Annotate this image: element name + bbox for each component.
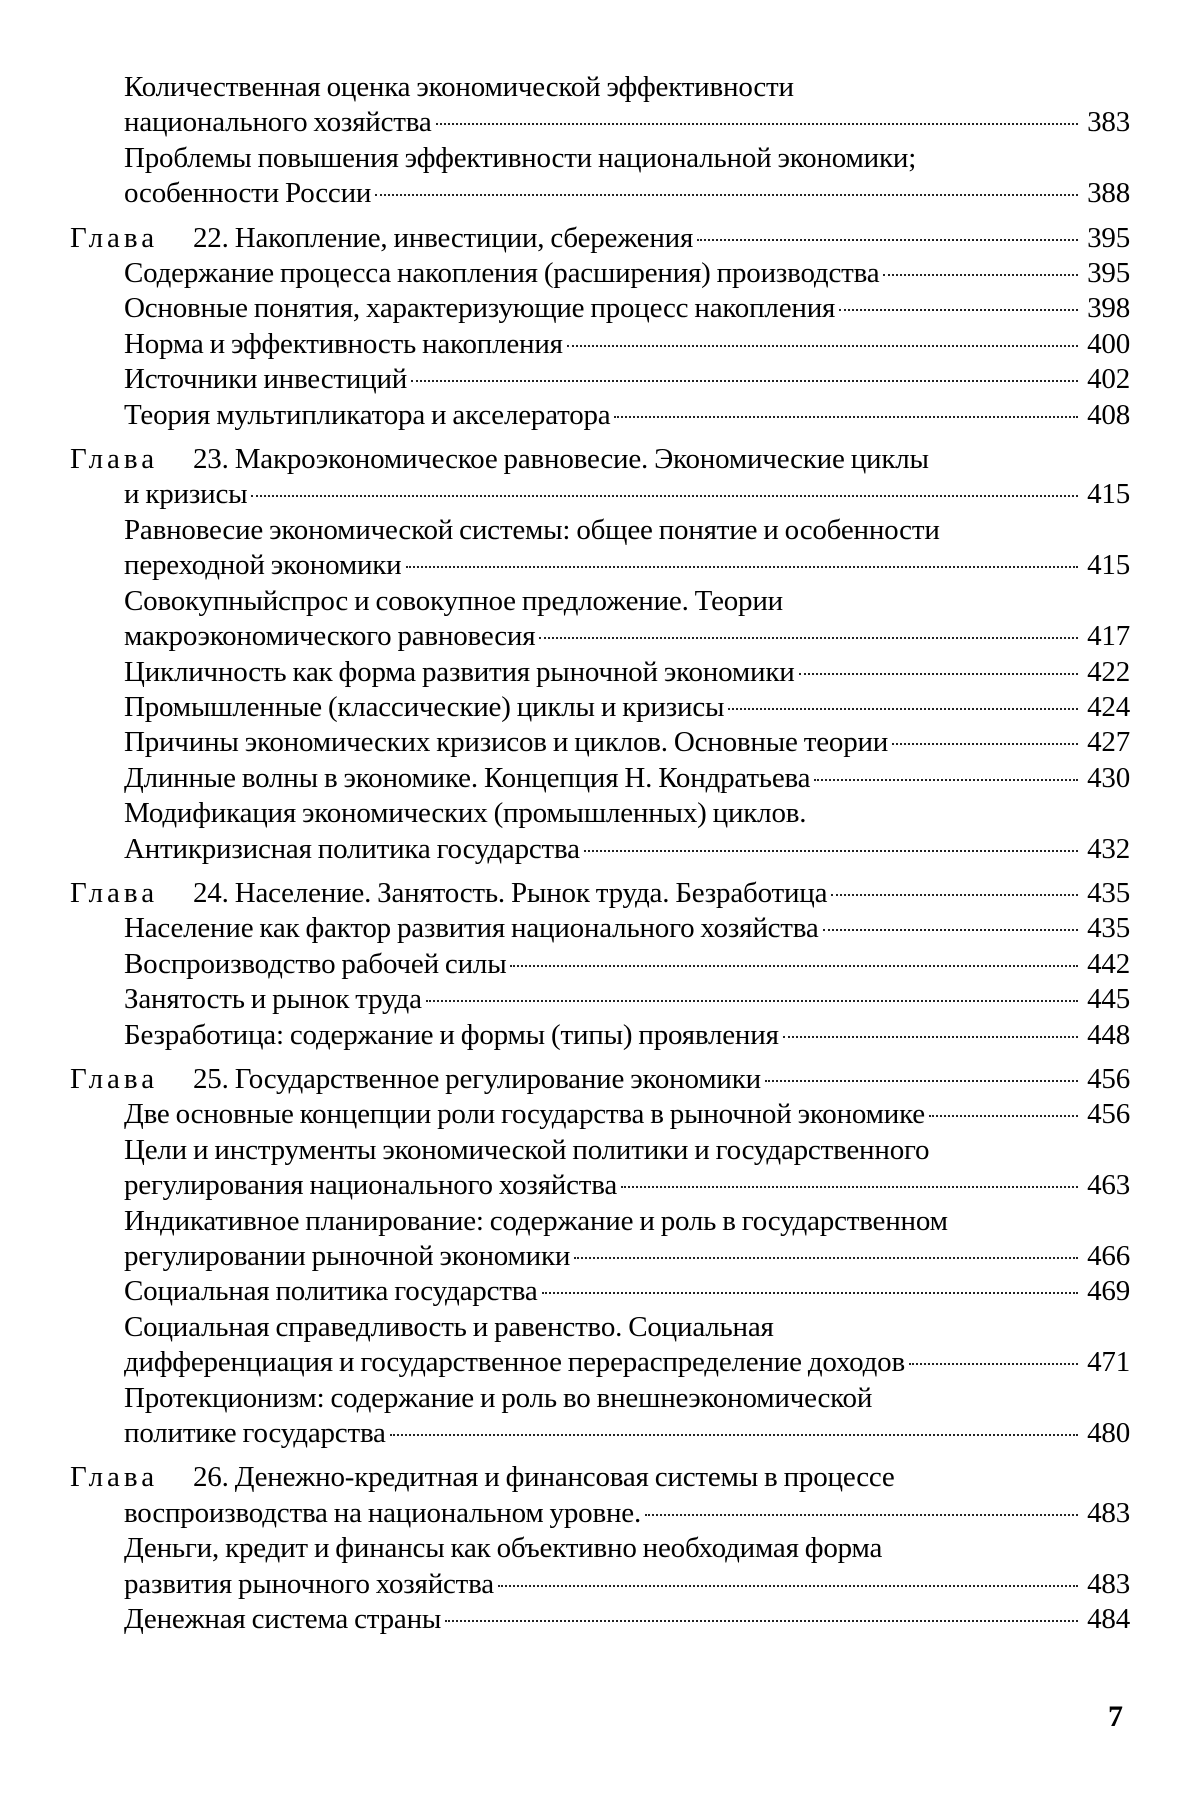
toc-section (70, 1274, 1130, 1309)
dot-leader (783, 1036, 1078, 1038)
page-ref: 435 (1087, 912, 1130, 945)
toc-section (70, 1018, 1130, 1053)
chapter-title: 26. Денежно-кредитная и финансовая системы в процессе (193, 1461, 895, 1494)
section-title: Основные понятия, характеризующие процесс накопления (124, 292, 836, 325)
section-title: регулировании рыночной экономики (124, 1240, 571, 1272)
page-ref: 483 (1087, 1567, 1130, 1600)
page-ref: 400 (1087, 327, 1130, 360)
dot-leader (831, 894, 1078, 896)
table-of-contents (70, 70, 1130, 1637)
dot-leader (406, 566, 1079, 568)
dot-leader (542, 1292, 1079, 1294)
dot-leader (411, 380, 1078, 382)
page-ref: 483 (1087, 1496, 1130, 1529)
section-title: Деньги, кредит и финансы как объективно необходимая форма (124, 1532, 883, 1565)
dot-leader (839, 309, 1078, 311)
section-title: Содержание процесса накопления (расширения) производства (124, 257, 880, 290)
chapter-prefix: Глава (70, 876, 159, 909)
section-title: Цели и инструменты экономической политики и государственного (124, 1133, 930, 1166)
section-title: Длинные волны в экономике. Концепция Н. Кондратьева (124, 761, 811, 794)
dot-leader (251, 495, 1078, 497)
dot-leader (567, 345, 1078, 347)
toc-section (70, 947, 1130, 982)
toc-section (70, 1097, 1130, 1132)
toc-section-continued (70, 1239, 1130, 1274)
dot-leader (814, 779, 1078, 781)
page-ref: 445 (1087, 983, 1130, 1016)
section-title: Денежная система страны (124, 1603, 442, 1636)
page-ref: 456 (1087, 1062, 1130, 1095)
page-ref: 448 (1087, 1018, 1130, 1051)
page-ref: 435 (1087, 876, 1130, 909)
chapter-title: 23. Макроэкономическое равновесие. Экономические циклы (193, 443, 929, 476)
dot-leader (621, 1186, 1078, 1188)
toc-section (70, 362, 1130, 397)
chapter-title: 25. Государственное регулирование экономики (193, 1062, 761, 1095)
toc-section-continued (70, 1416, 1130, 1451)
section-title: развития рыночного хозяйства (124, 1567, 494, 1600)
page-ref: 480 (1087, 1417, 1130, 1450)
toc-section (70, 584, 1130, 619)
toc-section (70, 911, 1130, 946)
page-ref: 422 (1087, 655, 1130, 688)
toc-section-continued (70, 1168, 1130, 1203)
page-ref: 415 (1087, 549, 1130, 582)
section-title: переходной экономики (124, 549, 402, 582)
section-title: Социальная справедливость и равенство. Социальная (124, 1310, 774, 1343)
page-ref: 471 (1087, 1346, 1130, 1379)
section-title: Норма и эффективность накопления (124, 327, 563, 360)
dot-leader (445, 1620, 1078, 1622)
page-ref: 466 (1087, 1240, 1130, 1272)
page-ref: 402 (1087, 363, 1130, 396)
chapter-prefix: Глава (70, 221, 159, 254)
toc-section (70, 982, 1130, 1017)
toc-section (70, 761, 1130, 796)
page-ref: 463 (1087, 1169, 1130, 1202)
page-ref: 417 (1087, 620, 1130, 653)
section-title: Воспроизводство рабочей силы (124, 947, 507, 980)
dot-leader (436, 123, 1078, 125)
page-ref: 469 (1087, 1275, 1130, 1308)
section-title: Промышленные (классические) циклы и кризисы (124, 690, 725, 723)
toc-section (70, 1310, 1130, 1345)
dot-leader (799, 673, 1078, 675)
section-title: Безработица: содержание и формы (типы) проявления (124, 1018, 779, 1051)
page-ref: 395 (1087, 257, 1130, 290)
page-ref: 383 (1087, 106, 1130, 139)
section-title: Занятость и рынок труда (124, 983, 422, 1016)
dot-leader (929, 1115, 1078, 1117)
toc-section (70, 141, 1130, 176)
dot-leader (539, 637, 1078, 639)
chapter-prefix: Глава (70, 1062, 159, 1095)
dot-leader (765, 1080, 1078, 1082)
page-ref: 408 (1087, 398, 1130, 431)
section-title: Индикативное планирование: содержание и роль в государственном (124, 1204, 948, 1237)
page-number: 7 (1108, 1700, 1123, 1733)
toc-section (70, 291, 1130, 326)
dot-leader (697, 239, 1078, 241)
toc-section-continued (70, 619, 1130, 654)
chapter-prefix: Глава (70, 1461, 159, 1494)
toc-section (70, 725, 1130, 760)
toc-section (70, 796, 1130, 831)
toc-section (70, 1602, 1130, 1637)
section-title: Количественная оценка экономической эффективности (124, 71, 794, 103)
section-title: политике государства (124, 1417, 386, 1450)
section-title: дифференциация и государственное перераспределение доходов (124, 1346, 905, 1379)
section-title: особенности России (124, 177, 372, 210)
page-ref: 442 (1087, 947, 1130, 980)
toc-chapter (70, 1062, 1130, 1097)
section-title: Теория мультипликатора и акселератора (124, 398, 611, 431)
section-title: Источники инвестиций (124, 363, 408, 396)
toc-chapter-continued (70, 1496, 1130, 1531)
section-title: Население как фактор развития национального хозяйства (124, 912, 819, 945)
section-title: Антикризисная политика государства (124, 832, 580, 865)
toc-section-continued (70, 832, 1130, 867)
dot-leader (728, 708, 1078, 710)
toc-section (70, 1531, 1130, 1566)
section-title: макроэкономического равновесия (124, 620, 536, 653)
section-title: Совокупныйспрос и совокупное предложение. Теории (124, 584, 783, 617)
toc-section-continued (70, 1567, 1130, 1602)
section-title: Цикличность как форма развития рыночной экономики (124, 655, 795, 688)
page-ref: 427 (1087, 726, 1130, 759)
toc-chapter (70, 221, 1130, 256)
page-ref: 415 (1087, 478, 1130, 511)
section-title: Протекционизм: содержание и роль во внешнеэкономической (124, 1381, 873, 1414)
toc-section (70, 398, 1130, 433)
section-title: Модификация экономических (промышленных) циклов. (124, 797, 807, 830)
section-title: национального хозяйства (124, 106, 432, 139)
dot-leader (390, 1434, 1078, 1436)
dot-leader (883, 274, 1078, 276)
toc-chapter (70, 442, 1130, 477)
toc-section (70, 655, 1130, 690)
chapter-prefix: Глава (70, 443, 159, 476)
dot-leader (584, 850, 1078, 852)
dot-leader (375, 194, 1078, 196)
toc-section (70, 1133, 1130, 1168)
section-title: Причины экономических кризисов и циклов. Основные теории (124, 726, 889, 759)
toc-section (70, 327, 1130, 362)
toc-section (70, 256, 1130, 291)
toc-section (70, 1204, 1130, 1239)
toc-section-continued (70, 105, 1130, 140)
section-title: Социальная политика государства (124, 1275, 538, 1308)
toc-section (70, 1381, 1130, 1416)
dot-leader (909, 1363, 1078, 1365)
dot-leader (892, 743, 1078, 745)
page-ref: 484 (1087, 1603, 1130, 1636)
dot-leader (426, 1000, 1078, 1002)
toc-section (70, 690, 1130, 725)
dot-leader (614, 416, 1078, 418)
chapter-title: воспроизводства на национальном уровне. (124, 1496, 641, 1529)
page-ref: 456 (1087, 1098, 1130, 1131)
chapter-title: 24. Население. Занятость. Рынок труда. Безработица (193, 876, 828, 909)
toc-section-continued (70, 548, 1130, 583)
page-ref: 395 (1087, 221, 1130, 254)
dot-leader (498, 1585, 1078, 1587)
toc-section (70, 513, 1130, 548)
page-ref: 388 (1087, 177, 1130, 210)
section-title: регулирования национального хозяйства (124, 1169, 618, 1202)
chapter-title: и кризисы (124, 478, 248, 511)
section-title: Проблемы повышения эффективности национальной экономики; (124, 141, 917, 174)
chapter-title: 22. Накопление, инвестиции, сбережения (193, 221, 694, 254)
toc-chapter (70, 1460, 1130, 1495)
dot-leader (574, 1257, 1078, 1259)
page-ref: 432 (1087, 832, 1130, 865)
section-title: Равновесие экономической системы: общее понятие и особенности (124, 513, 940, 546)
dot-leader (823, 929, 1078, 931)
dot-leader (510, 965, 1078, 967)
page-ref: 398 (1087, 292, 1130, 325)
toc-section-continued (70, 176, 1130, 211)
toc-section (70, 70, 1130, 105)
page-ref: 424 (1087, 690, 1130, 723)
section-title: Две основные концепции роли государства в рыночной экономике (124, 1098, 925, 1131)
dot-leader (645, 1514, 1078, 1516)
toc-chapter-continued (70, 477, 1130, 512)
toc-section-continued (70, 1345, 1130, 1380)
page-ref: 430 (1087, 761, 1130, 794)
toc-chapter (70, 876, 1130, 911)
